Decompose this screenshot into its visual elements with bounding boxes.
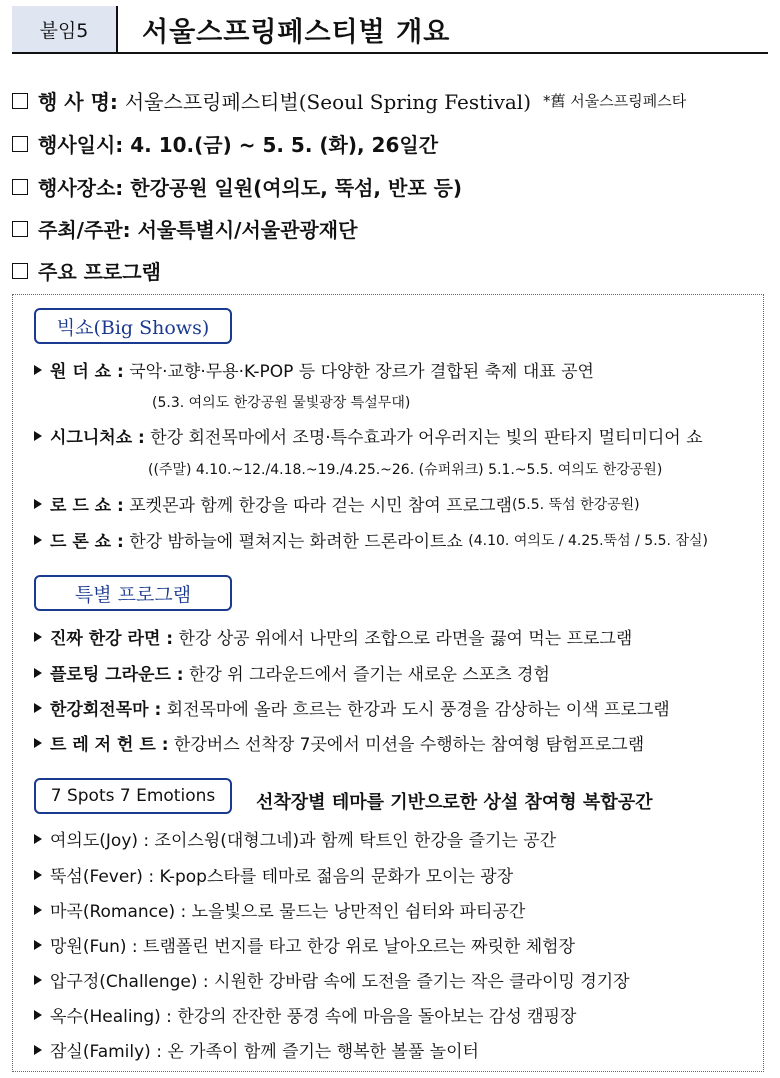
overview-name-label: 행 사 명: xyxy=(38,90,118,114)
overview-date-value: 4. 10.(금) ~ 5. 5. (화), 26일간 xyxy=(130,133,439,157)
bullet-triangle-icon xyxy=(34,431,42,441)
overview-host-label: 주최/주관: xyxy=(38,218,131,242)
special-label: 한강회전목마 : xyxy=(50,700,162,720)
checkbox-icon xyxy=(12,93,28,109)
bullet-triangle-icon xyxy=(34,940,42,950)
overview-name-note: *舊 서울스프링페스타 xyxy=(543,92,687,110)
bullet-triangle-icon xyxy=(34,668,42,678)
special-title: 특별 프로그램 xyxy=(34,575,232,611)
special-label: 진짜 한강 라면 : xyxy=(50,629,174,649)
attachment-tag: 붙임5 xyxy=(12,6,118,52)
overview-name-value: 서울스프링페스티벌(Seoul Spring Festival) xyxy=(124,90,531,114)
big-show-label: 로 드 쇼 : xyxy=(50,496,124,516)
spot-text: 뚝섬(Fever) : K-pop스타를 테마로 젊음의 문화가 모이는 광장 xyxy=(50,867,514,887)
overview-place-label: 행사장소: xyxy=(38,176,124,200)
bullet-triangle-icon xyxy=(34,365,42,375)
spot-text: 압구정(Challenge) : 시원한 강바람 속에 도전을 즐기는 작은 클라이밍 경기장 xyxy=(50,972,630,992)
spot-text: 옥수(Healing) : 한강의 잔잔한 풍경 속에 마음을 돌아보는 감성 캠핑장 xyxy=(50,1007,577,1027)
big-show-label: 드 론 쇼 : xyxy=(50,532,124,552)
spot-text: 잠실(Family) : 온 가족이 함께 즐기는 행복한 볼풀 놀이터 xyxy=(50,1042,479,1062)
spots-description: 선착장별 테마를 기반으로한 상설 참여형 복합공간 xyxy=(256,792,653,813)
bullet-triangle-icon xyxy=(34,905,42,915)
spot-text: 마곡(Romance) : 노을빛으로 물드는 낭만적인 쉼터와 파티공간 xyxy=(50,902,526,922)
overview-place-value: 한강공원 일원(여의도, 뚝섬, 반포 등) xyxy=(130,176,463,200)
big-show-item xyxy=(34,491,640,516)
spot-item xyxy=(34,897,525,922)
bullet-triangle-icon xyxy=(34,870,42,880)
special-label: 트 레 저 헌 트 : xyxy=(50,735,169,755)
overview-date-label: 행사일시: xyxy=(38,133,124,157)
page-header xyxy=(12,6,768,54)
spot-item xyxy=(34,1002,576,1027)
checkbox-icon xyxy=(12,263,28,279)
page-title: 서울스프링페스티벌 개요 xyxy=(142,17,451,48)
overview-programs xyxy=(12,256,161,285)
bullet-triangle-icon xyxy=(34,738,42,748)
special-item xyxy=(34,660,550,685)
overview-host xyxy=(12,214,357,243)
big-show-item xyxy=(34,357,594,382)
big-show-desc: 한강 회전목마에서 조명·특수효과가 어우러지는 빛의 판타지 멀티미디어 쇼 xyxy=(150,428,703,448)
bullet-triangle-icon xyxy=(34,1045,42,1055)
bullet-triangle-icon xyxy=(34,975,42,985)
special-item xyxy=(34,730,644,755)
special-desc: 회전목마에 올라 흐르는 한강과 도시 풍경을 감상하는 이색 프로그램 xyxy=(166,700,670,720)
overview-place xyxy=(12,172,462,201)
big-show-item xyxy=(34,423,703,448)
bullet-triangle-icon xyxy=(34,535,42,545)
big-show-tail: (4.10. 여의도 / 4.25.뚝섬 / 5.5. 잠실) xyxy=(468,532,708,549)
overview-host-value: 서울특별시/서울관광재단 xyxy=(137,218,358,242)
spot-item xyxy=(34,1037,479,1062)
big-show-tail: (5.5. 뚝섬 한강공원) xyxy=(511,496,640,513)
overview-date xyxy=(12,129,438,158)
special-item xyxy=(34,695,670,720)
spots-title: 7 Spots 7 Emotions xyxy=(34,778,232,814)
spot-item xyxy=(34,967,630,992)
big-show-item xyxy=(34,527,708,552)
spot-item xyxy=(34,826,556,851)
bullet-triangle-icon xyxy=(34,1010,42,1020)
big-shows-title: 빅쇼(Big Shows) xyxy=(34,308,232,344)
big-show-sub: ((주말) 4.10.~12./4.18.~19./4.25.~26. (슈퍼위크) 5.1.~5.5. 여의도 한강공원) xyxy=(148,462,663,478)
special-desc: 한강 상공 위에서 나만의 조합으로 라면을 끓여 먹는 프로그램 xyxy=(178,629,633,649)
special-desc: 한강 위 그라운드에서 즐기는 새로운 스포츠 경험 xyxy=(189,665,550,685)
bullet-triangle-icon xyxy=(34,834,42,844)
bullet-triangle-icon xyxy=(34,632,42,642)
big-show-label: 원 더 쇼 : xyxy=(50,362,124,382)
spot-item xyxy=(34,932,575,957)
big-show-desc: 한강 밤하늘에 펼쳐지는 화려한 드론라이트쇼 xyxy=(129,532,463,552)
spot-text: 망원(Fun) : 트램폴린 번지를 타고 한강 위로 날아오르는 짜릿한 체험장 xyxy=(50,937,575,957)
checkbox-icon xyxy=(12,179,28,195)
checkbox-icon xyxy=(12,136,28,152)
special-desc: 한강버스 선착장 7곳에서 미션을 수행하는 참여형 탐험프로그램 xyxy=(173,735,645,755)
big-show-desc: 국악·교향·무용·K-POP 등 다양한 장르가 결합된 축제 대표 공연 xyxy=(129,362,594,382)
spot-text: 여의도(Joy) : 조이스윙(대형그네)과 함께 탁트인 한강을 즐기는 공간 xyxy=(50,831,557,851)
big-show-desc: 포켓몬과 함께 한강을 따라 걷는 시민 참여 프로그램 xyxy=(129,496,512,516)
special-item xyxy=(34,624,632,649)
big-show-sub: (5.3. 여의도 한강공원 물빛광장 특설무대) xyxy=(152,395,411,411)
overview-name xyxy=(12,86,686,115)
big-show-label: 시그니처쇼 : xyxy=(50,428,145,448)
bullet-triangle-icon xyxy=(34,499,42,509)
special-label: 플로팅 그라운드 : xyxy=(50,665,184,685)
spot-item xyxy=(34,862,513,887)
overview-program-label: 주요 프로그램 xyxy=(38,260,161,284)
bullet-triangle-icon xyxy=(34,703,42,713)
checkbox-icon xyxy=(12,221,28,237)
